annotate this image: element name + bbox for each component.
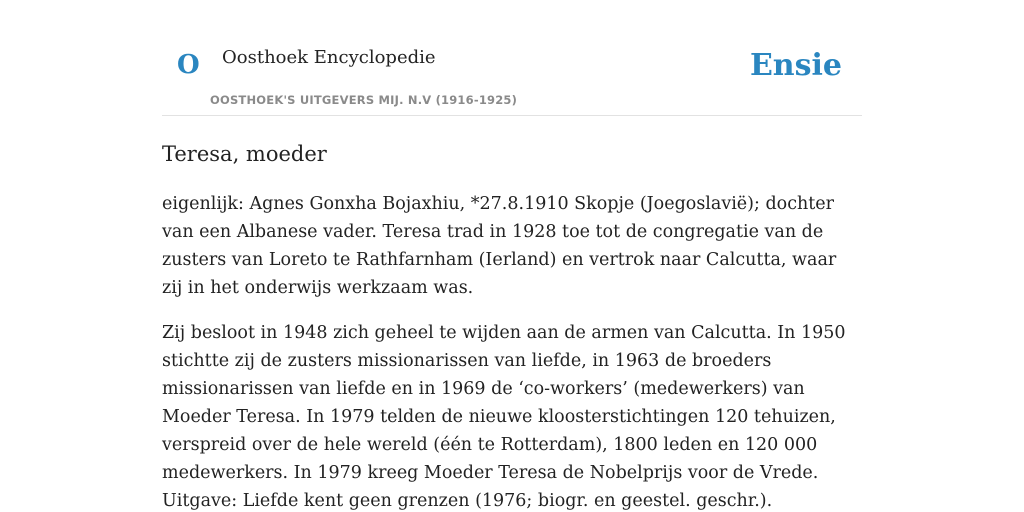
source-title[interactable]: Oosthoek Encyclopedie <box>222 47 436 68</box>
entry-paragraph: Zij besloot in 1948 zich geheel te wijden aan de armen van Calcutta. In 1950 stichtte zij de zusters missionarissen van liefde, in 1963 de broeders missionarissen van liefde en in 1969 de ‘co-workers’ (medewerkers) van Moeder Teresa. In 1979 telden de nieuwe kloosterstichtingen 120 tehuizen, verspreid over de hele wereld (één te Rotterdam), 1800 leden en 120 000 medewerkers. In 1979 kreeg Moeder Teresa de Nobelprijs voor de Vrede. Uitgave: Liefde kent geen grenzen (1976; biogr. en geestel. geschr.). <box>162 323 846 511</box>
source-subtitle: OOSTHOEK'S UITGEVERS MIJ. N.V (1916-1925) <box>210 93 518 107</box>
brand-logo-link[interactable]: Ensie <box>749 48 842 83</box>
entry-paragraph: eigenlijk: Agnes Gonxha Bojaxhiu, *27.8.1910 Skopje (Joegoslavië); dochter van een Albanese vader. Teresa trad in 1928 toe tot de congregatie van de zusters van Loreto te Rathfarnham (Ierland) en vertrok naar Calcutta, waar zij in het onderwijs werkzaam was. <box>162 194 837 298</box>
entry-content <box>162 138 862 512</box>
entry-title: Teresa, moeder <box>162 142 327 166</box>
source-logo[interactable]: O <box>177 50 200 80</box>
source-header <box>162 30 862 116</box>
